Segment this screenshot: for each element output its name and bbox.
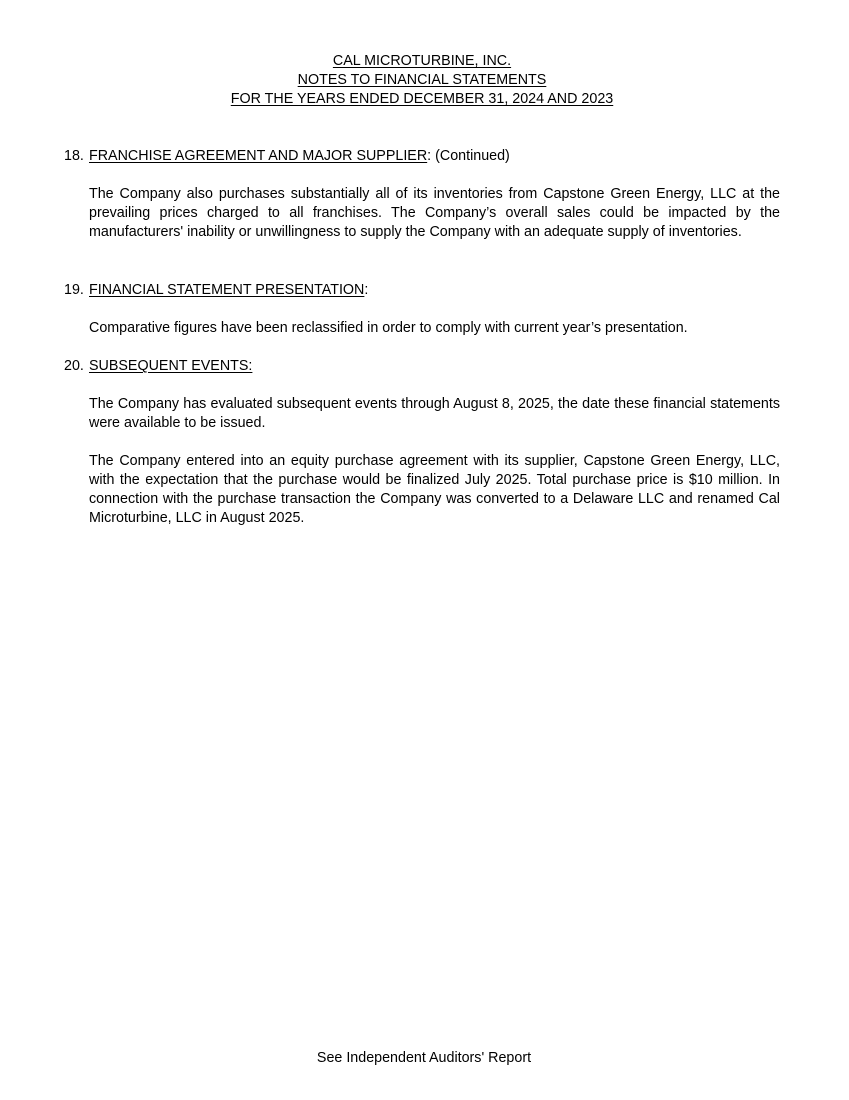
note-heading xyxy=(64,281,780,300)
note-title: FRANCHISE AGREEMENT AND MAJOR SUPPLIER xyxy=(89,148,428,164)
note-number: 19. xyxy=(64,282,84,298)
note-paragraph: The Company has evaluated subsequent events through August 8, 2025, the date these financial statements were available to be issued. xyxy=(89,396,780,431)
document-title: NOTES TO FINANCIAL STATEMENTS xyxy=(297,72,547,88)
auditors-report-footer: See Independent Auditors' Report xyxy=(316,1050,532,1066)
note-title: FINANCIAL STATEMENT PRESENTATION xyxy=(89,282,365,298)
note-title-suffix: : (Continued) xyxy=(427,148,510,164)
note-number: 18. xyxy=(64,148,84,164)
note-heading xyxy=(64,357,780,376)
reporting-period: FOR THE YEARS ENDED DECEMBER 31, 2024 AND 2023 xyxy=(230,91,614,107)
company-name: CAL MICROTURBINE, INC. xyxy=(332,53,512,69)
note-number: 20. xyxy=(64,358,84,374)
note-title-suffix: : xyxy=(364,282,369,298)
note-paragraph: The Company also purchases substantially all of its inventories from Capstone Green Energy, LLC at the prevailing prices charged to all franchises. The Company’s overall sales could be impacted by the manufacturers' inability or unwillingness to supply the Company with an adequate supply of inventories. xyxy=(89,186,780,240)
note-20 xyxy=(64,357,780,528)
note-heading xyxy=(64,147,780,166)
note-18 xyxy=(64,147,780,242)
note-19 xyxy=(64,281,780,338)
note-title: SUBSEQUENT EVENTS: xyxy=(89,358,253,374)
note-paragraph: Comparative figures have been reclassified in order to comply with current year’s presentation. xyxy=(89,320,688,336)
note-paragraph: The Company entered into an equity purchase agreement with its supplier, Capstone Green Energy, LLC, with the expectation that the purchase would be finalized July 2025. Total purchase price is $10 million. In connection with the purchase transaction the Company was converted to a Delaware LLC and renamed Cal Microturbine, LLC in August 2025. xyxy=(89,453,780,526)
document-header xyxy=(0,52,844,109)
